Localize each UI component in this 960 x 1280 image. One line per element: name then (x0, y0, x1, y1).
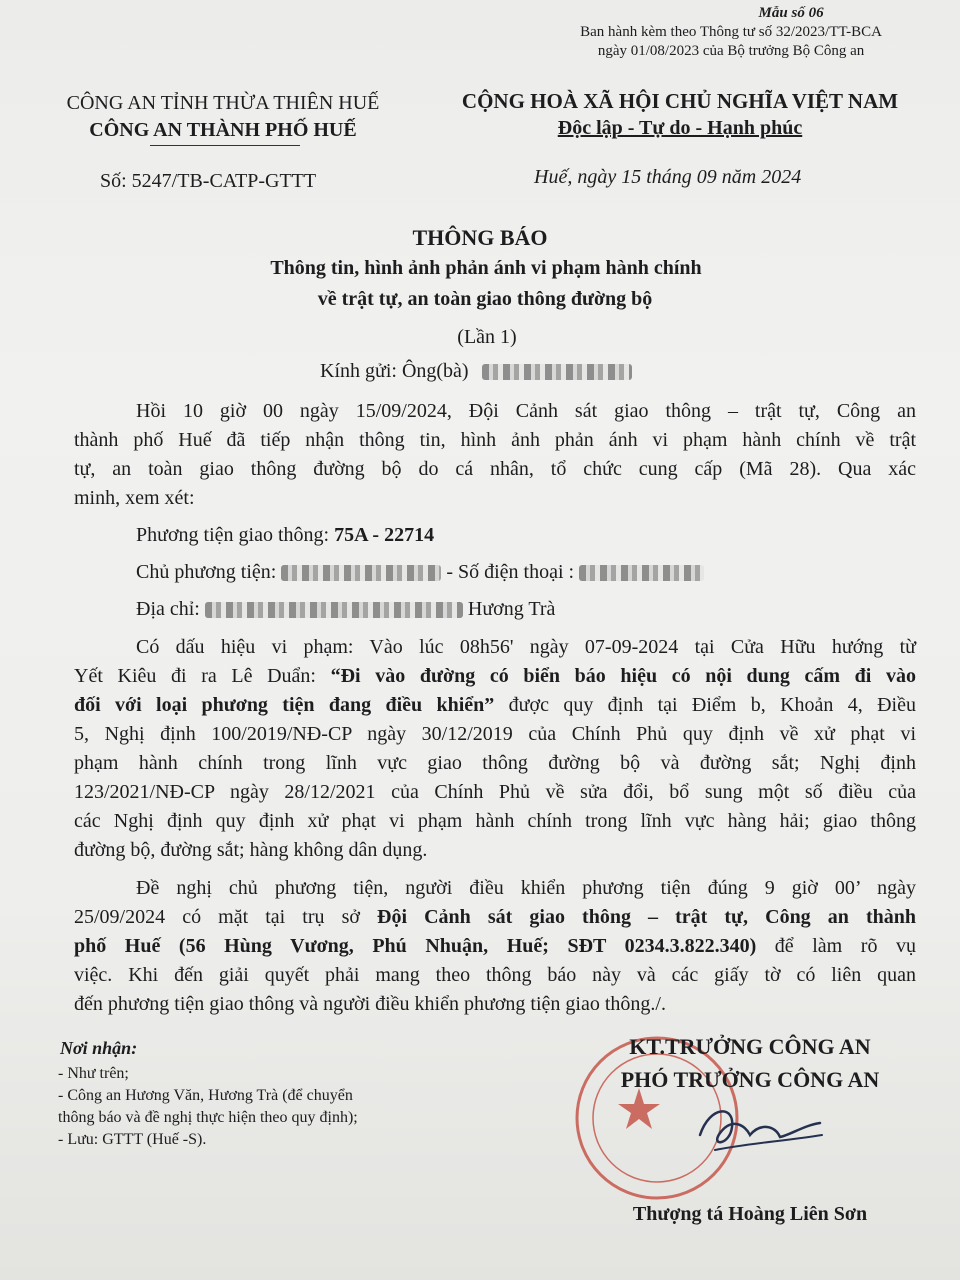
vehicle-label: Phương tiện giao thông: (136, 524, 335, 546)
request-line-1: Đề nghị chủ phương tiện, người điều khiển phương tiện đúng 9 giờ 00’ ngày (136, 877, 916, 899)
recipient-label: Kính gửi: Ông(bà) (320, 360, 469, 382)
form-reference (580, 4, 882, 61)
request-line-5: đến phương tiện giao thông và người điều khiển phương tiện giao thông./. (74, 993, 666, 1015)
intro-line-2: thành phố Huế đã tiếp nhận thông tin, hình ảnh phản ánh vi phạm hành chính về trật (74, 429, 916, 451)
violation-offense-1: “Đi vào đường có biển báo hiệu có nội dung cấm đi vào (330, 665, 916, 687)
vehicle-plate: 75A - 22714 (334, 524, 435, 546)
redacted-recipient-name (482, 364, 632, 380)
signature-icon (690, 1095, 830, 1165)
agency-city: CÔNG AN THÀNH PHỐ HUẾ (89, 119, 357, 141)
document-date: Huế, ngày 15 tháng 09 năm 2024 (534, 166, 802, 188)
document-subtitle-2: về trật tự, an toàn giao thông đường bộ (317, 288, 653, 310)
violation-line-3 (74, 691, 916, 720)
signature-position: PHÓ TRƯỞNG CÔNG AN (620, 1067, 880, 1092)
phone-label: - Số điện thoại : (446, 561, 575, 583)
vehicle-line (136, 524, 434, 547)
owner-line (136, 561, 704, 584)
signer-name: Thượng tá Hoàng Liên Sơn (632, 1203, 868, 1225)
violation-line-8: đường bộ, đường sắt; hàng không dân dụng. (74, 839, 428, 861)
recipient-item: thông báo và đề nghị thực hiện theo quy định); (58, 1109, 358, 1126)
signature-title (560, 1030, 940, 1096)
address-line (136, 598, 555, 621)
request-purpose: để làm rõ vụ (756, 935, 916, 957)
violation-legal-basis: được quy định tại Điểm b, Khoản 4, Điều (494, 694, 916, 716)
document-subtitle-1: Thông tin, hình ảnh phản ánh vi phạm hành chính (270, 257, 702, 279)
document-title: THÔNG BÁO (412, 225, 548, 250)
intro-line-1: Hồi 10 giờ 00 ngày 15/09/2024, Đội Cảnh sát giao thông – trật tự, Công an (136, 400, 916, 422)
agency-header (38, 90, 408, 144)
violation-line-1: Có dấu hiệu vi phạm: Vào lúc 08h56' ngày 07-09-2024 tại Cửa Hữu hướng từ (136, 636, 916, 658)
address-district: Hương Trà (467, 598, 556, 620)
redacted-owner-name (281, 565, 441, 581)
document-number: Số: 5247/TB-CATP-GTTT (100, 170, 317, 192)
violation-offense-2: đối với loại phương tiện đang điều khiển” (74, 694, 495, 716)
request-line-3 (74, 932, 916, 961)
form-number: Mẫu số 06 (758, 5, 824, 21)
form-issued-date: ngày 01/08/2023 của Bộ trưởng Bộ Công an (597, 43, 865, 59)
form-issued-by: Ban hành kèm theo Thông tư số 32/2023/TT-BCA (580, 24, 882, 40)
notice-count: (Lần 1) (457, 326, 517, 348)
signature-authority: KT.TRƯỞNG CÔNG AN (629, 1034, 871, 1059)
violation-line-5: phạm hành chính trong lĩnh vực giao thông đường bộ và đường sắt; Nghị định (74, 752, 916, 774)
nation-motto: Độc lập - Tự do - Hạnh phúc (557, 117, 803, 139)
nation-name: CỘNG HOÀ XÃ HỘI CHỦ NGHĨA VIỆT NAM (461, 89, 899, 113)
request-office-2: phố Huế (56 Hùng Vương, Phú Nhuận, Huế; SĐT 0234.3.822.340) (74, 935, 757, 957)
agency-province: CÔNG AN TỈNH THỪA THIÊN HUẾ (66, 92, 380, 114)
redacted-phone-number (579, 565, 704, 581)
violation-line-4: 5, Nghị định 100/2019/NĐ-CP ngày 30/12/2019 của Chính Phủ quy định về xử phạt vi (74, 723, 916, 745)
request-line-2 (74, 903, 916, 932)
redacted-address (205, 602, 463, 618)
violation-line-2 (74, 662, 916, 691)
recipients-list (58, 1063, 488, 1151)
intro-line-4: minh, xem xét: (74, 487, 195, 509)
owner-label: Chủ phương tiện: (136, 561, 277, 583)
request-paragraph (74, 874, 916, 1019)
request-office-1: Đội Cảnh sát giao thông – trật tự, Công an thành (377, 906, 916, 928)
request-place-intro: 25/09/2024 có mặt tại trụ sở (74, 906, 378, 928)
intro-line-3: tự, an toàn giao thông đường bộ do cá nhân, tổ chức cung cấp (Mã 28). Qua xác (74, 458, 916, 480)
intro-paragraph (74, 397, 916, 513)
violation-location: Yết Kiêu đi ra Lê Duẩn: (74, 665, 331, 687)
request-line-4: việc. Khi đến giải quyết phải mang theo thông báo này và các giấy tờ có liên quan (74, 964, 916, 986)
recipient-item: - Như trên; (58, 1065, 129, 1082)
recipient-line (320, 360, 632, 383)
violation-line-6: 123/2021/NĐ-CP ngày 28/12/2021 của Chính Phủ về sửa đổi, bổ sung một số điều của (74, 781, 916, 803)
violation-paragraph (74, 633, 916, 865)
violation-line-7: các Nghị định quy định xử phạt vi phạm hành chính trong lĩnh vực hàng hải; giao thông (74, 810, 916, 832)
address-label: Địa chỉ: (136, 598, 200, 620)
recipient-item: - Lưu: GTTT (Huế -S). (58, 1131, 207, 1148)
recipients-title: Nơi nhận: (60, 1038, 138, 1058)
national-header (424, 88, 936, 142)
recipient-item: - Công an Hương Văn, Hương Trà (để chuyển (58, 1087, 353, 1104)
agency-underline (150, 145, 300, 146)
